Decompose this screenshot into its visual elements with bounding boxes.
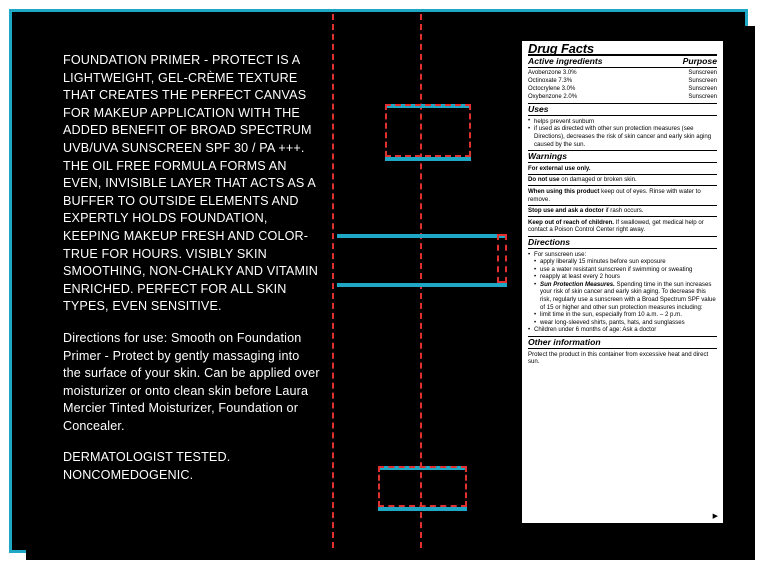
divider-uses	[528, 103, 717, 104]
guide-line-vertical-left	[332, 14, 334, 548]
stop-use-label: Stop use and ask a doctor	[528, 207, 604, 215]
ingredient-name: Avobenzone 3.0%	[528, 70, 577, 77]
drug-facts-panel	[521, 40, 724, 524]
warnings-heading: Warnings	[528, 151, 567, 162]
directions-intro: • For sunscreen use:	[528, 251, 717, 259]
ingredient-name: Octocrylene 3.0%	[528, 86, 576, 93]
guide-rule-bottom-2	[378, 507, 467, 511]
ingredient-list	[528, 69, 717, 101]
children-under-six-item: • Children under 6 months of age: Ask a doctor	[528, 326, 717, 334]
sun-protection-measures-row	[528, 281, 717, 311]
do-not-use-row	[528, 176, 717, 184]
left-copy-paragraph-3: DERMATOLOGIST TESTED. NONCOMEDOGENIC.	[63, 450, 231, 483]
when-using-row	[528, 188, 717, 203]
do-not-use-text: on damaged or broken skin.	[561, 176, 637, 184]
guide-rule-middle-1	[337, 234, 507, 238]
uses-list	[528, 118, 717, 148]
ingredient-purpose: Sunscreen	[688, 78, 717, 85]
divider-keep-out	[528, 216, 717, 217]
sun-protection-text: Spending time in the sun increases your risk of skin cancer and early skin aging. To decrease this risk, regularly use a sunscreen with a Broad Spectrum SPF value of 15 or higher and other sun protection measures including:	[540, 280, 716, 311]
when-using-text: keep out of eyes. Rinse with water to remove.	[528, 187, 701, 203]
drug-facts-title: Drug Facts	[528, 41, 594, 56]
uses-heading: Uses	[528, 104, 549, 115]
active-ingredients-heading: Active ingredients	[528, 55, 603, 66]
registration-box-middle-right	[497, 234, 507, 283]
do-not-use-label: Do not use	[528, 176, 560, 184]
divider-directions-body	[528, 248, 717, 249]
directions-item: • apply liberally 15 minutes before sun exposure	[528, 258, 717, 266]
left-copy-paragraph-2: Directions for use: Smooth on Foundation Primer - Protect by gently massaging into the surface of your skin. Can be applied over moisturizer or onto clean skin before Laura Mercier Tinted Moisturizer, Foundation or Concealer.	[63, 330, 320, 433]
continuation-arrow-icon: ▶	[712, 513, 718, 520]
registration-box-top	[385, 104, 471, 157]
divider-stop-use	[528, 205, 717, 206]
stop-use-text: if rash occurs.	[605, 207, 644, 215]
stop-use-row	[528, 207, 717, 215]
other-information-heading: Other information	[528, 337, 601, 348]
sun-protection-label: Sun Protection Measures.	[540, 280, 615, 288]
directions-heading: Directions	[528, 236, 571, 247]
directions-item: • use a water resistant sunscreen if swimming or sweating	[528, 266, 717, 274]
when-using-label: When using this product	[528, 187, 600, 195]
divider-uses-body	[528, 115, 717, 116]
keep-out-label: Keep out of reach of children.	[528, 218, 614, 226]
uses-item: • helps prevent sunburn	[528, 118, 717, 126]
ingredient-row	[528, 85, 717, 93]
ingredient-purpose: Sunscreen	[688, 86, 717, 93]
keep-out-of-reach-row	[528, 219, 717, 234]
registration-box-bottom	[378, 466, 467, 507]
divider-ingredients	[528, 67, 717, 68]
keep-out-text: If swallowed, get medical help or contact a Poison Control Center right away.	[528, 218, 704, 234]
ingredient-name: Oxybenzone 2.0%	[528, 94, 578, 101]
warnings-external-use: For external use only.	[528, 164, 591, 172]
guide-rule-middle-2	[337, 283, 507, 287]
ingredient-purpose: Sunscreen	[688, 94, 717, 101]
divider-other-information-body	[528, 348, 717, 349]
ingredient-row	[528, 77, 717, 85]
guide-rule-top-2	[385, 157, 471, 161]
divider-when-using	[528, 185, 717, 186]
left-copy-paragraph-1: FOUNDATION PRIMER - PROTECT IS A LIGHTWEIGHT, GEL-CRÈME TEXTURE THAT CREATES THE PERFECT CANVAS FOR MAKEUP APPLICATION WITH THE ADDED BENEFIT OF BROAD SPECTRUM UVB/UVA SUNSCREEN SPF 30 / PA +++. THE OIL FREE FORMULA FORMS AN EVEN, INVISIBLE LAYER THAT ACTS AS A BUFFER TO OUTSIDE ELEMENTS AND EXPERTLY HOLDS FOUNDATION, KEEPING MAKEUP FRESH AND COLOR-TRUE FOR HOURS. VISIBLY SKIN SMOOTHING, NON-CHALKY AND VITAMIN ENRICHED. PERFECT FOR ALL SKIN TYPES, EVEN SENSITIVE.	[63, 53, 318, 314]
other-information-text: Protect the product in this container from excessive heat and direct sun.	[528, 350, 709, 366]
ingredient-row	[528, 93, 717, 101]
directions-item: • reapply at least every 2 hours	[528, 273, 717, 281]
ingredient-row	[528, 69, 717, 77]
purpose-heading: Purpose	[682, 55, 717, 66]
divider-do-not-use	[528, 174, 717, 175]
left-copy-block	[63, 52, 321, 485]
sun-protection-subitem: • wear long-sleeved shirts, pants, hats, and sunglasses	[528, 319, 717, 327]
sun-protection-subitem: • limit time in the sun, especially from 10 a.m. – 2 p.m.	[528, 311, 717, 319]
ingredient-purpose: Sunscreen	[688, 70, 717, 77]
divider-warnings-body	[528, 162, 717, 163]
ingredient-name: Octinoxate 7.3%	[528, 78, 573, 85]
uses-item: • if used as directed with other sun protection measures (see Directions), decreases the risk of skin cancer and early skin aging caused by the sun.	[528, 125, 717, 148]
